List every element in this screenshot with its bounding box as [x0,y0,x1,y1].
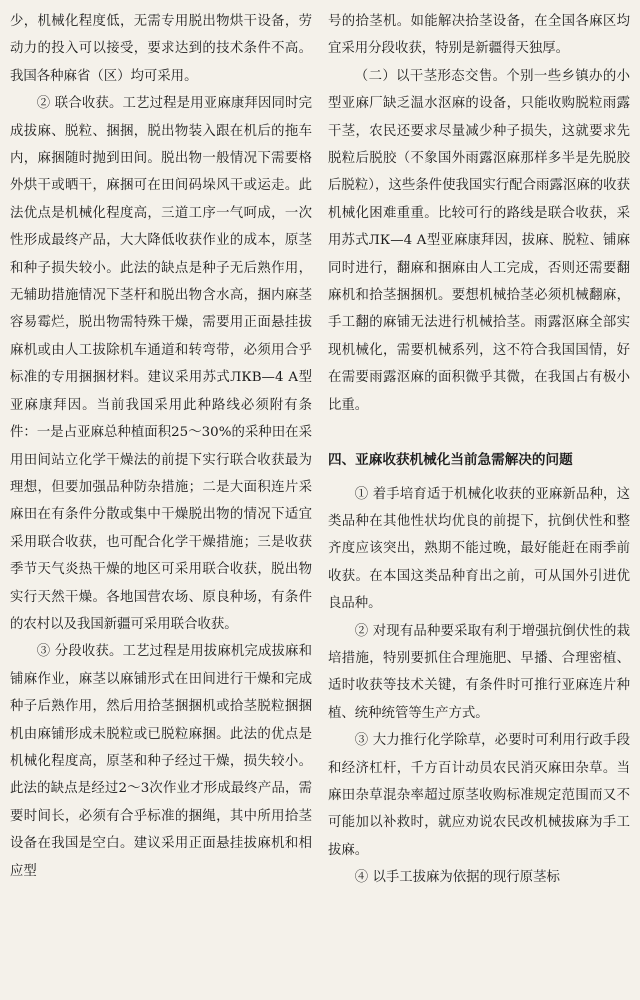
paragraph: 号的拾茎机。如能解决拾茎设备，在全国各麻区均宜采用分段收获，特别是新疆得天独厚。 [328,14,630,57]
paragraph: ① 着手培育适于机械化收获的亚麻新品种，这类品种在其他性状均优良的前提下，抗倒伏性和整齐度应该突出，熟期不能过晚，最好能赶在雨季前收获。在本国这类品种育出之前，可从国外引进优良品种。 [328,486,630,612]
paragraph: ② 对现有品种要采取有利于增强抗倒伏性的栽培措施，特别要抓住合理施肥、早播、合理密植、适时收获等技术关键，有条件时可推行亚麻连片种植、统种统管等生产方式。 [328,623,630,721]
right-column [328,8,630,1000]
paragraph: ② 联合收获。工艺过程是用亚麻康拜因同时完成拔麻、脱粒、捆捆，脱出物装入跟在机后的拖车内，麻捆随时抛到田间。脱出物一般情况下需要格外烘干或晒干，麻捆可在田间码垛风干或运走。此法优点是机械化程度高，三道工序一气呵成，一次性形成最终产品，大大降低收获作业的成本，原茎和种子损失较小。此法的缺点是种子无后熟作用，无辅助措施情况下茎杆和脱出物含水高，捆内麻茎容易霉烂，脱出物需特殊干燥，需要用正面悬挂拔麻机或由人工拔除机车通道和转弯带，必须用合乎标准的专用捆捆材料。建议采用苏式ЛКВ—4 А型亚麻康拜因。当前我国采用此种路线必须附有条件：一是占亚麻总种植面积25～30%的采种田在采用田间站立化学干燥法的前提下实行联合收获最为理想，但要加强品种防杂措施；二是大面积连片采麻田在有条件分散或集中干燥脱出物的情况下适宜采用联合收获，也可配合化学干燥措施；三是收获季节天气炎热干燥的地区可采用联合收获，脱出物实行天然干燥。各地国营农场、原良种场，有条件的农村以及我国新疆可采用联合收获。 [10,96,312,632]
paragraph: 少，机械化程度低，无需专用脱出物烘干设备，劳动力的投入可以接受，要求达到的技术条件不高。我国各种麻省（区）均可采用。 [10,14,312,84]
section-heading: 四、亚麻收获机械化当前急需解决的问题 [328,452,573,469]
paragraph: （二）以干茎形态交售。个别一些乡镇办的小型亚麻厂缺乏温水沤麻的设备，只能收购脱粒雨露干茎，农民还要求尽量减少种子损失，这就要求先脱粒后脱胶（不象国外雨露沤麻那样多半是先脱胶后脱粒），这些条件使我国实行配合雨露沤麻的收获机械化困难重重。比较可行的路线是联合收获，采用苏式ЛК—4 А型亚麻康拜因，拔麻、脱粒、铺麻同时进行，翻麻和捆麻由人工完成，否则还需要翻麻机和拾茎捆捆机。要想机械拾茎必须机械翻麻，手工翻的麻铺无法进行机械拾茎。雨露沤麻全部实现机械化，需要机械系列，这不符合我国国情，好在需要雨露沤麻的面积微乎其微，在我国占有极小比重。 [328,68,630,413]
paragraph: ④ 以手工拔麻为依据的现行原茎标 [354,870,560,886]
paragraph: ③ 分段收获。工艺过程是用拔麻机完成拔麻和铺麻作业，麻茎以麻铺形式在田间进行干燥和完成种子后熟作用，然后用拾茎捆捆机或拾茎脱粒捆捆机由麻铺形成未脱粒或已脱粒麻捆。此法的优点是机械化程度高，原茎和种子经过干燥，损失较小。此法的缺点是经过2～3次作业才形成最终产品，需要时间长，必须有合乎标准的捆绳，其中所用拾茎设备在我国是空白。建议采用正面悬挂拔麻机和相应型 [10,644,312,879]
left-column [10,8,312,1000]
paragraph: ③ 大力推行化学除草，必要时可利用行政手段和经济杠杆，千方百计动员农民消灭麻田杂草。当麻田杂草混杂率超过原茎收购标准规定范围而又不可能加以补救时，就应劝说农民改机械拔麻为手工拔麻。 [328,733,630,858]
